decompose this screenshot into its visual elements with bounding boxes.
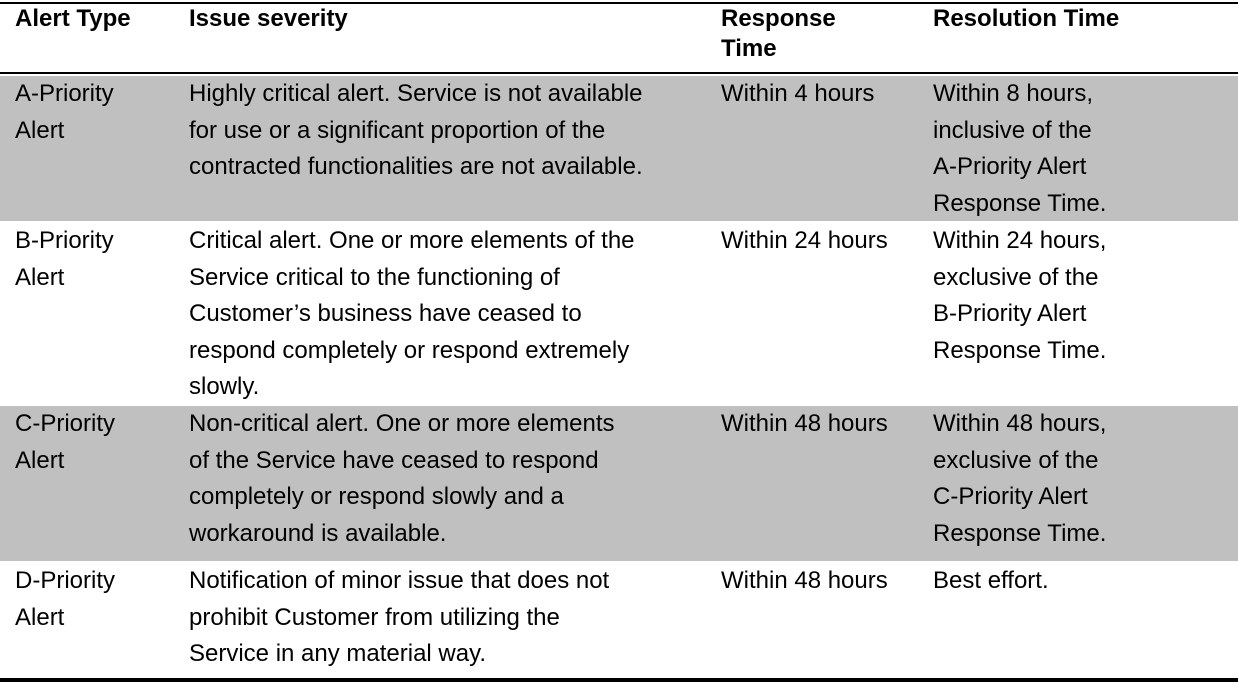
cell-line: prohibit Customer from utilizing the <box>189 603 560 631</box>
cell-line: slowly. <box>189 373 260 400</box>
header-issue-severity-line: Issue severity <box>189 5 348 32</box>
header-alert-type-line: Alert Type <box>15 5 131 32</box>
header-response-time <box>721 4 921 64</box>
issue-severity-cell <box>189 76 709 186</box>
table-row <box>0 406 1238 561</box>
response-time-cell <box>721 406 921 443</box>
cell-line: Best effort. <box>933 567 1049 594</box>
issue-severity-cell <box>189 406 709 552</box>
alert-type-cell <box>15 406 175 479</box>
cell-line: Response Time. <box>933 336 1107 364</box>
cell-line: D-Priority <box>15 567 115 594</box>
cell-line: Response Time. <box>933 519 1107 547</box>
cell-line: Non-critical alert. One or more elements <box>189 410 615 437</box>
table-header-rule <box>0 72 1238 74</box>
cell-line: Highly critical alert. Service is not available <box>189 80 643 107</box>
response-time-cell <box>721 563 921 600</box>
table-row <box>0 223 1238 404</box>
cell-line: Alert <box>15 446 65 474</box>
header-resolution-time-line: Resolution Time <box>933 5 1120 32</box>
cell-line: contracted functionalities are not available. <box>189 153 643 180</box>
issue-severity-cell <box>189 223 709 406</box>
header-alert-type <box>15 4 175 34</box>
cell-line: Service critical to the functioning of <box>189 263 560 291</box>
cell-line: Customer’s business have ceased to <box>189 300 582 327</box>
cell-line: respond completely or respond extremely <box>189 336 630 364</box>
issue-severity-cell <box>189 563 709 673</box>
cell-line: for use or a significant proportion of the <box>189 116 606 144</box>
cell-line: B-Priority <box>15 227 114 254</box>
alert-type-cell <box>15 563 175 636</box>
alert-type-cell <box>15 223 175 296</box>
header-issue-severity <box>189 4 709 34</box>
cell-line: Within 24 hours <box>721 227 888 254</box>
cell-line: Within 48 hours <box>721 567 888 594</box>
header-response-time-line: Time <box>721 35 777 62</box>
cell-line: exclusive of the <box>933 446 1099 474</box>
response-time-cell <box>721 76 921 113</box>
resolution-time-cell <box>933 76 1233 222</box>
cell-line: Alert <box>15 116 65 144</box>
response-time-cell <box>721 223 921 260</box>
cell-line: Within 48 hours <box>721 410 888 437</box>
cell-line: Within 8 hours, <box>933 80 1094 107</box>
cell-line: exclusive of the <box>933 263 1099 291</box>
resolution-time-cell <box>933 223 1233 369</box>
cell-line: Alert <box>15 603 65 631</box>
resolution-time-cell <box>933 563 1233 600</box>
table-bottom-rule <box>0 678 1238 682</box>
cell-line: Within 4 hours <box>721 80 875 107</box>
cell-line: C-Priority <box>15 410 115 437</box>
cell-line: A-Priority <box>15 80 114 107</box>
cell-line: Critical alert. One or more elements of the <box>189 227 635 254</box>
cell-line: completely or respond slowly and a <box>189 483 564 510</box>
cell-line: Response Time. <box>933 189 1107 217</box>
resolution-time-cell <box>933 406 1233 552</box>
cell-line: C-Priority Alert <box>933 483 1088 510</box>
cell-line: Within 24 hours, <box>933 227 1107 254</box>
cell-line: B-Priority Alert <box>933 300 1087 327</box>
cell-line: workaround is available. <box>189 519 447 547</box>
cell-line: Within 48 hours, <box>933 410 1107 437</box>
cell-line: A-Priority Alert <box>933 153 1087 180</box>
header-resolution-time <box>933 4 1233 34</box>
cell-line: Notification of minor issue that does not <box>189 567 610 594</box>
table-row <box>0 563 1238 678</box>
header-response-time-line: Response <box>721 5 836 32</box>
alert-type-cell <box>15 76 175 149</box>
table-header-row <box>0 4 1238 72</box>
cell-line: Service in any material way. <box>189 640 486 667</box>
table-row <box>0 76 1238 221</box>
cell-line: inclusive of the <box>933 116 1092 144</box>
cell-line: of the Service have ceased to respond <box>189 446 599 474</box>
cell-line: Alert <box>15 263 65 291</box>
